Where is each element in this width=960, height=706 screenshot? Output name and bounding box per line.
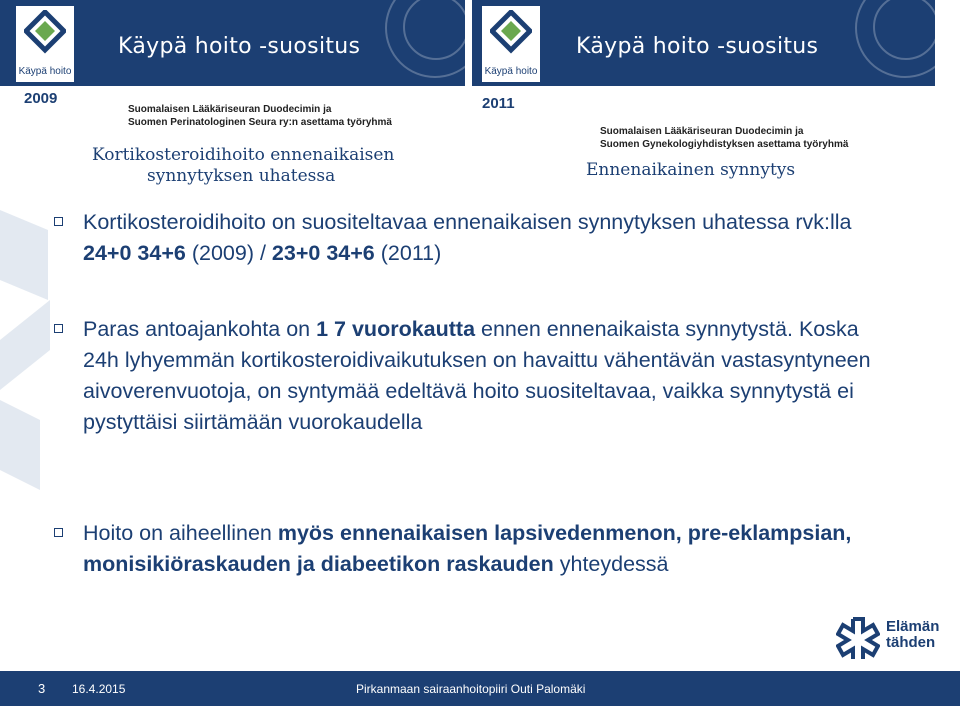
star-of-life-icon — [836, 615, 880, 659]
elaman-text: Elämän — [886, 618, 940, 635]
page-number: 3 — [38, 681, 46, 696]
guideline-title-2011: Ennenaikainen synnytys — [586, 160, 796, 180]
square-bullet-icon — [54, 217, 63, 226]
footer-organization: Pirkanmaan sairaanhoitopiiri Outi Palomäki — [356, 682, 586, 696]
footer-bar — [0, 671, 960, 706]
banner-title: Käypä hoito -suositus — [576, 34, 819, 59]
diamond-logo-icon — [24, 10, 66, 62]
kaypa-hoito-logo — [16, 6, 74, 82]
year-label-2009: 2009 — [24, 90, 58, 107]
source-workgroup-2011: Suomalaisen Lääkäriseuran Duodecimin ja Suomen Gynekologiyhdistyksen asettama työryhmä — [600, 126, 849, 150]
footer-date: 16.4.2015 — [72, 682, 126, 696]
logo-text: Käypä hoito — [484, 66, 538, 77]
tahden-text: tähden — [886, 634, 936, 651]
header-banner-2011 — [472, 0, 935, 86]
bullet-item-3: Hoito on aiheellinen myös ennenaikaisen lapsivedenmenon, pre-eklampsian, monisikiöraskauden ja diabeetikon raskauden yhteydessä — [50, 518, 900, 580]
square-bullet-icon — [54, 324, 63, 333]
square-bullet-icon — [54, 528, 63, 537]
year-label-2011: 2011 — [482, 95, 515, 112]
source-workgroup-2009: Suomalaisen Lääkäriseuran Duodecimin ja Suomen Perinatologinen Seura ry:n asettama työryhmä — [128, 104, 392, 128]
logo-text: Käypä hoito — [18, 66, 72, 77]
bullet-item-1: Kortikosteroidihoito on suositeltavaa ennenaikaisen synnytyksen uhatessa rvk:lla 24+0 34+6 (2009) / 23+0 34+6 (2011) — [50, 207, 900, 269]
elaman-tahden-logo — [836, 615, 946, 661]
kaypa-hoito-logo — [482, 6, 540, 82]
diamond-logo-icon — [490, 10, 532, 62]
bullet-item-2: Paras antoajankohta on 1 7 vuorokautta ennen ennenaikaista synnytystä. Koska 24h lyhyemmän kortikosteroidivaikutuksen on havaittu vähentävän vastasyntyneen aivoverenvuotoja, on syntymää edeltävä hoito suositeltavaa, vaikka synnytystä ei pystyttäisi siirtämään vuorokaudella — [50, 314, 900, 438]
guideline-title-2009: Kortikosteroidihoito ennenaikaisen synnytyksen uhatessa — [92, 145, 395, 186]
banner-title: Käypä hoito -suositus — [118, 34, 361, 59]
header-banner-2009 — [0, 0, 465, 86]
